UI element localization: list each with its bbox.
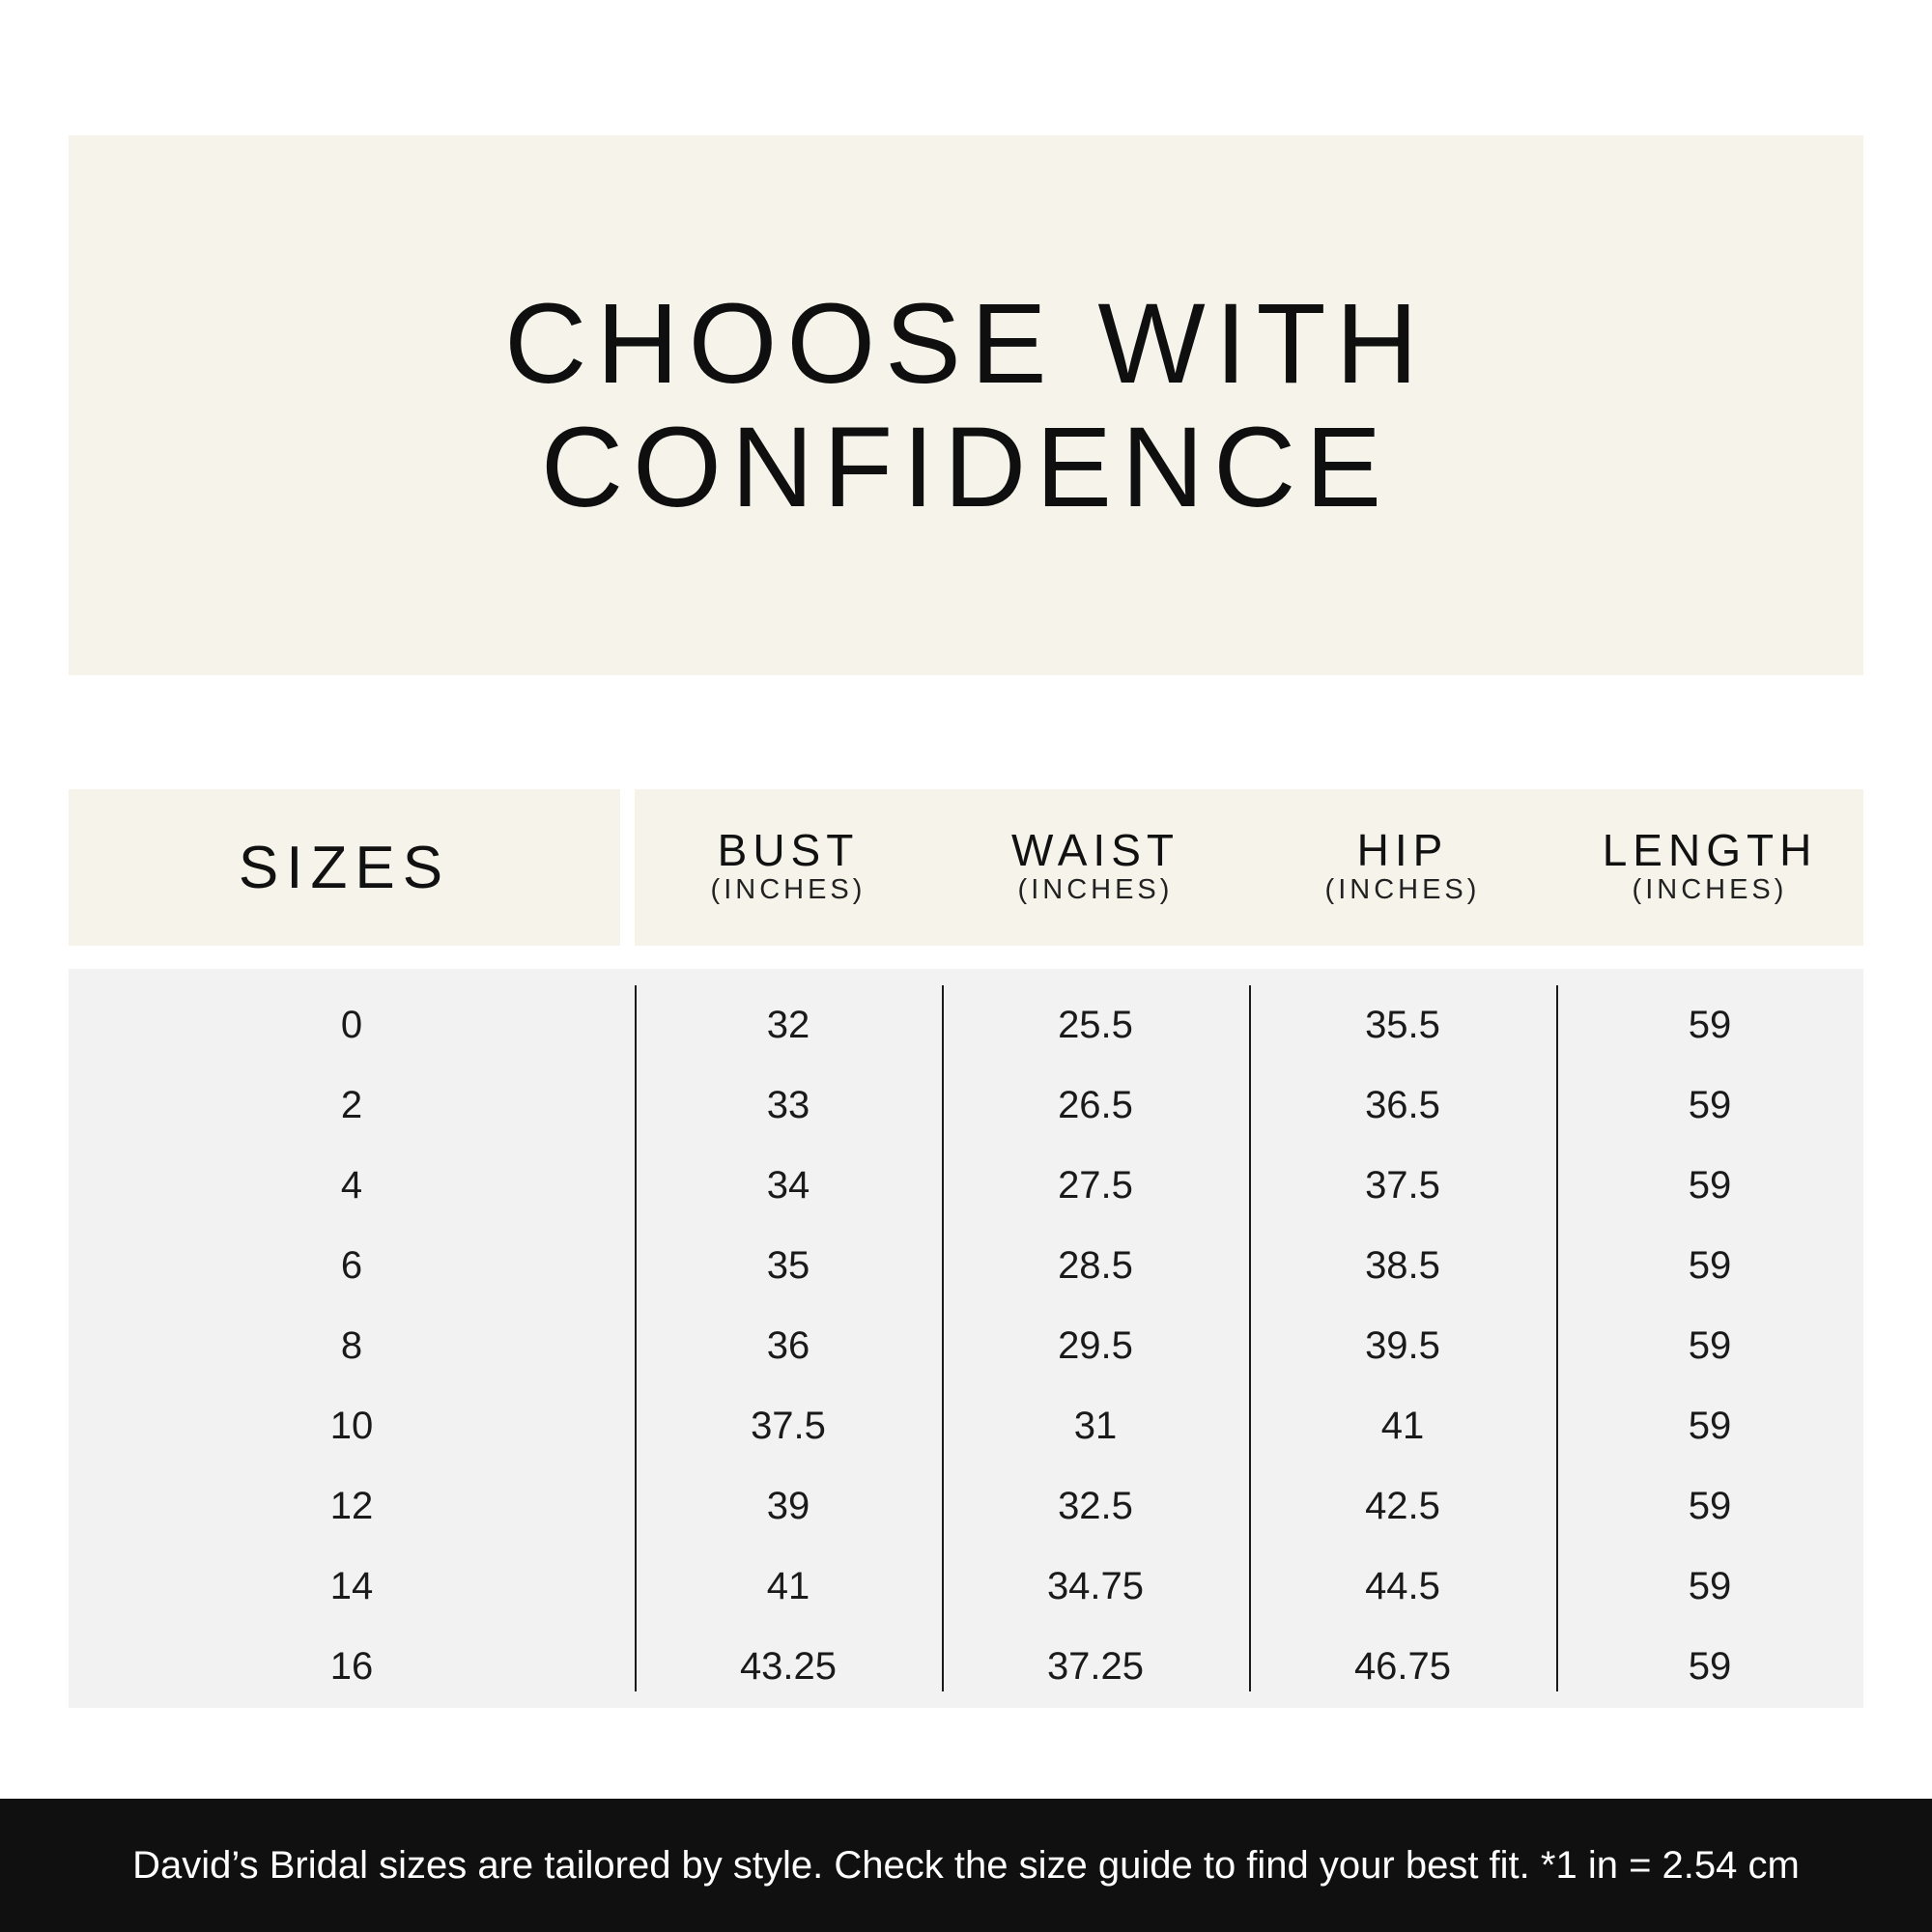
hip-cell: 38.5 — [1365, 1244, 1440, 1287]
footer-text: David’s Bridal sizes are tailored by style. Check the size guide to find your best fit. *1 in = 2.54 cm — [132, 1843, 1800, 1887]
bust-cell: 43.25 — [739, 1645, 838, 1688]
table-row — [69, 1146, 1863, 1226]
length-cell: 59 — [1688, 1004, 1732, 1046]
bust-column-header — [635, 789, 942, 946]
column-unit: (INCHES) — [1632, 874, 1788, 905]
table-row — [69, 1386, 1863, 1466]
size-cell: 0 — [340, 1004, 363, 1046]
waist-cell: 31 — [1073, 1405, 1118, 1447]
size-cell: 6 — [340, 1244, 363, 1287]
waist-cell: 34.75 — [1046, 1565, 1145, 1607]
bust-cell: 36 — [766, 1324, 810, 1367]
size-cell: 14 — [329, 1565, 374, 1607]
hip-column-header — [1249, 789, 1556, 946]
waist-cell: 25.5 — [1058, 1004, 1133, 1046]
hip-cell: 46.75 — [1353, 1645, 1452, 1688]
bust-cell: 39 — [766, 1485, 810, 1527]
length-cell: 59 — [1688, 1244, 1732, 1287]
length-cell: 59 — [1688, 1565, 1732, 1607]
column-unit: (INCHES) — [1017, 874, 1174, 905]
size-table-body — [69, 969, 1863, 1708]
size-cell: 16 — [329, 1645, 374, 1688]
table-row — [69, 985, 1863, 1065]
measurement-headers — [635, 789, 1863, 946]
size-cell: 2 — [340, 1084, 363, 1126]
hip-cell: 44.5 — [1365, 1565, 1440, 1607]
table-row — [69, 1627, 1863, 1707]
table-row — [69, 1306, 1863, 1386]
size-cell: 8 — [340, 1324, 363, 1367]
column-name: HIP — [1356, 825, 1449, 875]
page-title-line-1: CHOOSE WITH — [504, 279, 1428, 408]
page-title-line-2: CONFIDENCE — [540, 403, 1392, 531]
hip-cell: 42.5 — [1365, 1485, 1440, 1527]
table-row — [69, 1466, 1863, 1547]
waist-cell: 37.25 — [1046, 1645, 1145, 1688]
length-cell: 59 — [1688, 1405, 1732, 1447]
hip-cell: 37.5 — [1365, 1164, 1440, 1207]
waist-cell: 27.5 — [1058, 1164, 1133, 1207]
length-cell: 59 — [1688, 1164, 1732, 1207]
table-row — [69, 1547, 1863, 1627]
waist-cell: 26.5 — [1058, 1084, 1133, 1126]
hip-cell: 41 — [1380, 1405, 1425, 1447]
length-cell: 59 — [1688, 1324, 1732, 1367]
hip-cell: 36.5 — [1365, 1084, 1440, 1126]
size-cell: 10 — [329, 1405, 374, 1447]
length-cell: 59 — [1688, 1645, 1732, 1688]
hip-cell: 35.5 — [1365, 1004, 1440, 1046]
waist-column-header — [942, 789, 1249, 946]
column-name: WAIST — [1011, 825, 1179, 875]
length-cell: 59 — [1688, 1084, 1732, 1126]
size-cell: 12 — [329, 1485, 374, 1527]
sizes-column-header: SIZES — [69, 789, 620, 946]
table-row — [69, 1065, 1863, 1146]
length-cell: 59 — [1688, 1485, 1732, 1527]
footer-note — [0, 1799, 1932, 1932]
bust-cell: 32 — [766, 1004, 810, 1046]
table-row — [69, 1226, 1863, 1306]
title-banner — [69, 135, 1863, 675]
bust-cell: 33 — [766, 1084, 810, 1126]
length-column-header — [1556, 789, 1863, 946]
hip-cell: 39.5 — [1365, 1324, 1440, 1367]
bust-cell: 41 — [766, 1565, 810, 1607]
waist-cell: 32.5 — [1058, 1485, 1133, 1527]
column-unit: (INCHES) — [710, 874, 867, 905]
waist-cell: 28.5 — [1058, 1244, 1133, 1287]
column-name: BUST — [717, 825, 860, 875]
bust-cell: 35 — [766, 1244, 810, 1287]
column-name: LENGTH — [1602, 825, 1818, 875]
bust-cell: 37.5 — [751, 1405, 826, 1447]
waist-cell: 29.5 — [1058, 1324, 1133, 1367]
bust-cell: 34 — [766, 1164, 810, 1207]
size-cell: 4 — [340, 1164, 363, 1207]
column-unit: (INCHES) — [1324, 874, 1481, 905]
